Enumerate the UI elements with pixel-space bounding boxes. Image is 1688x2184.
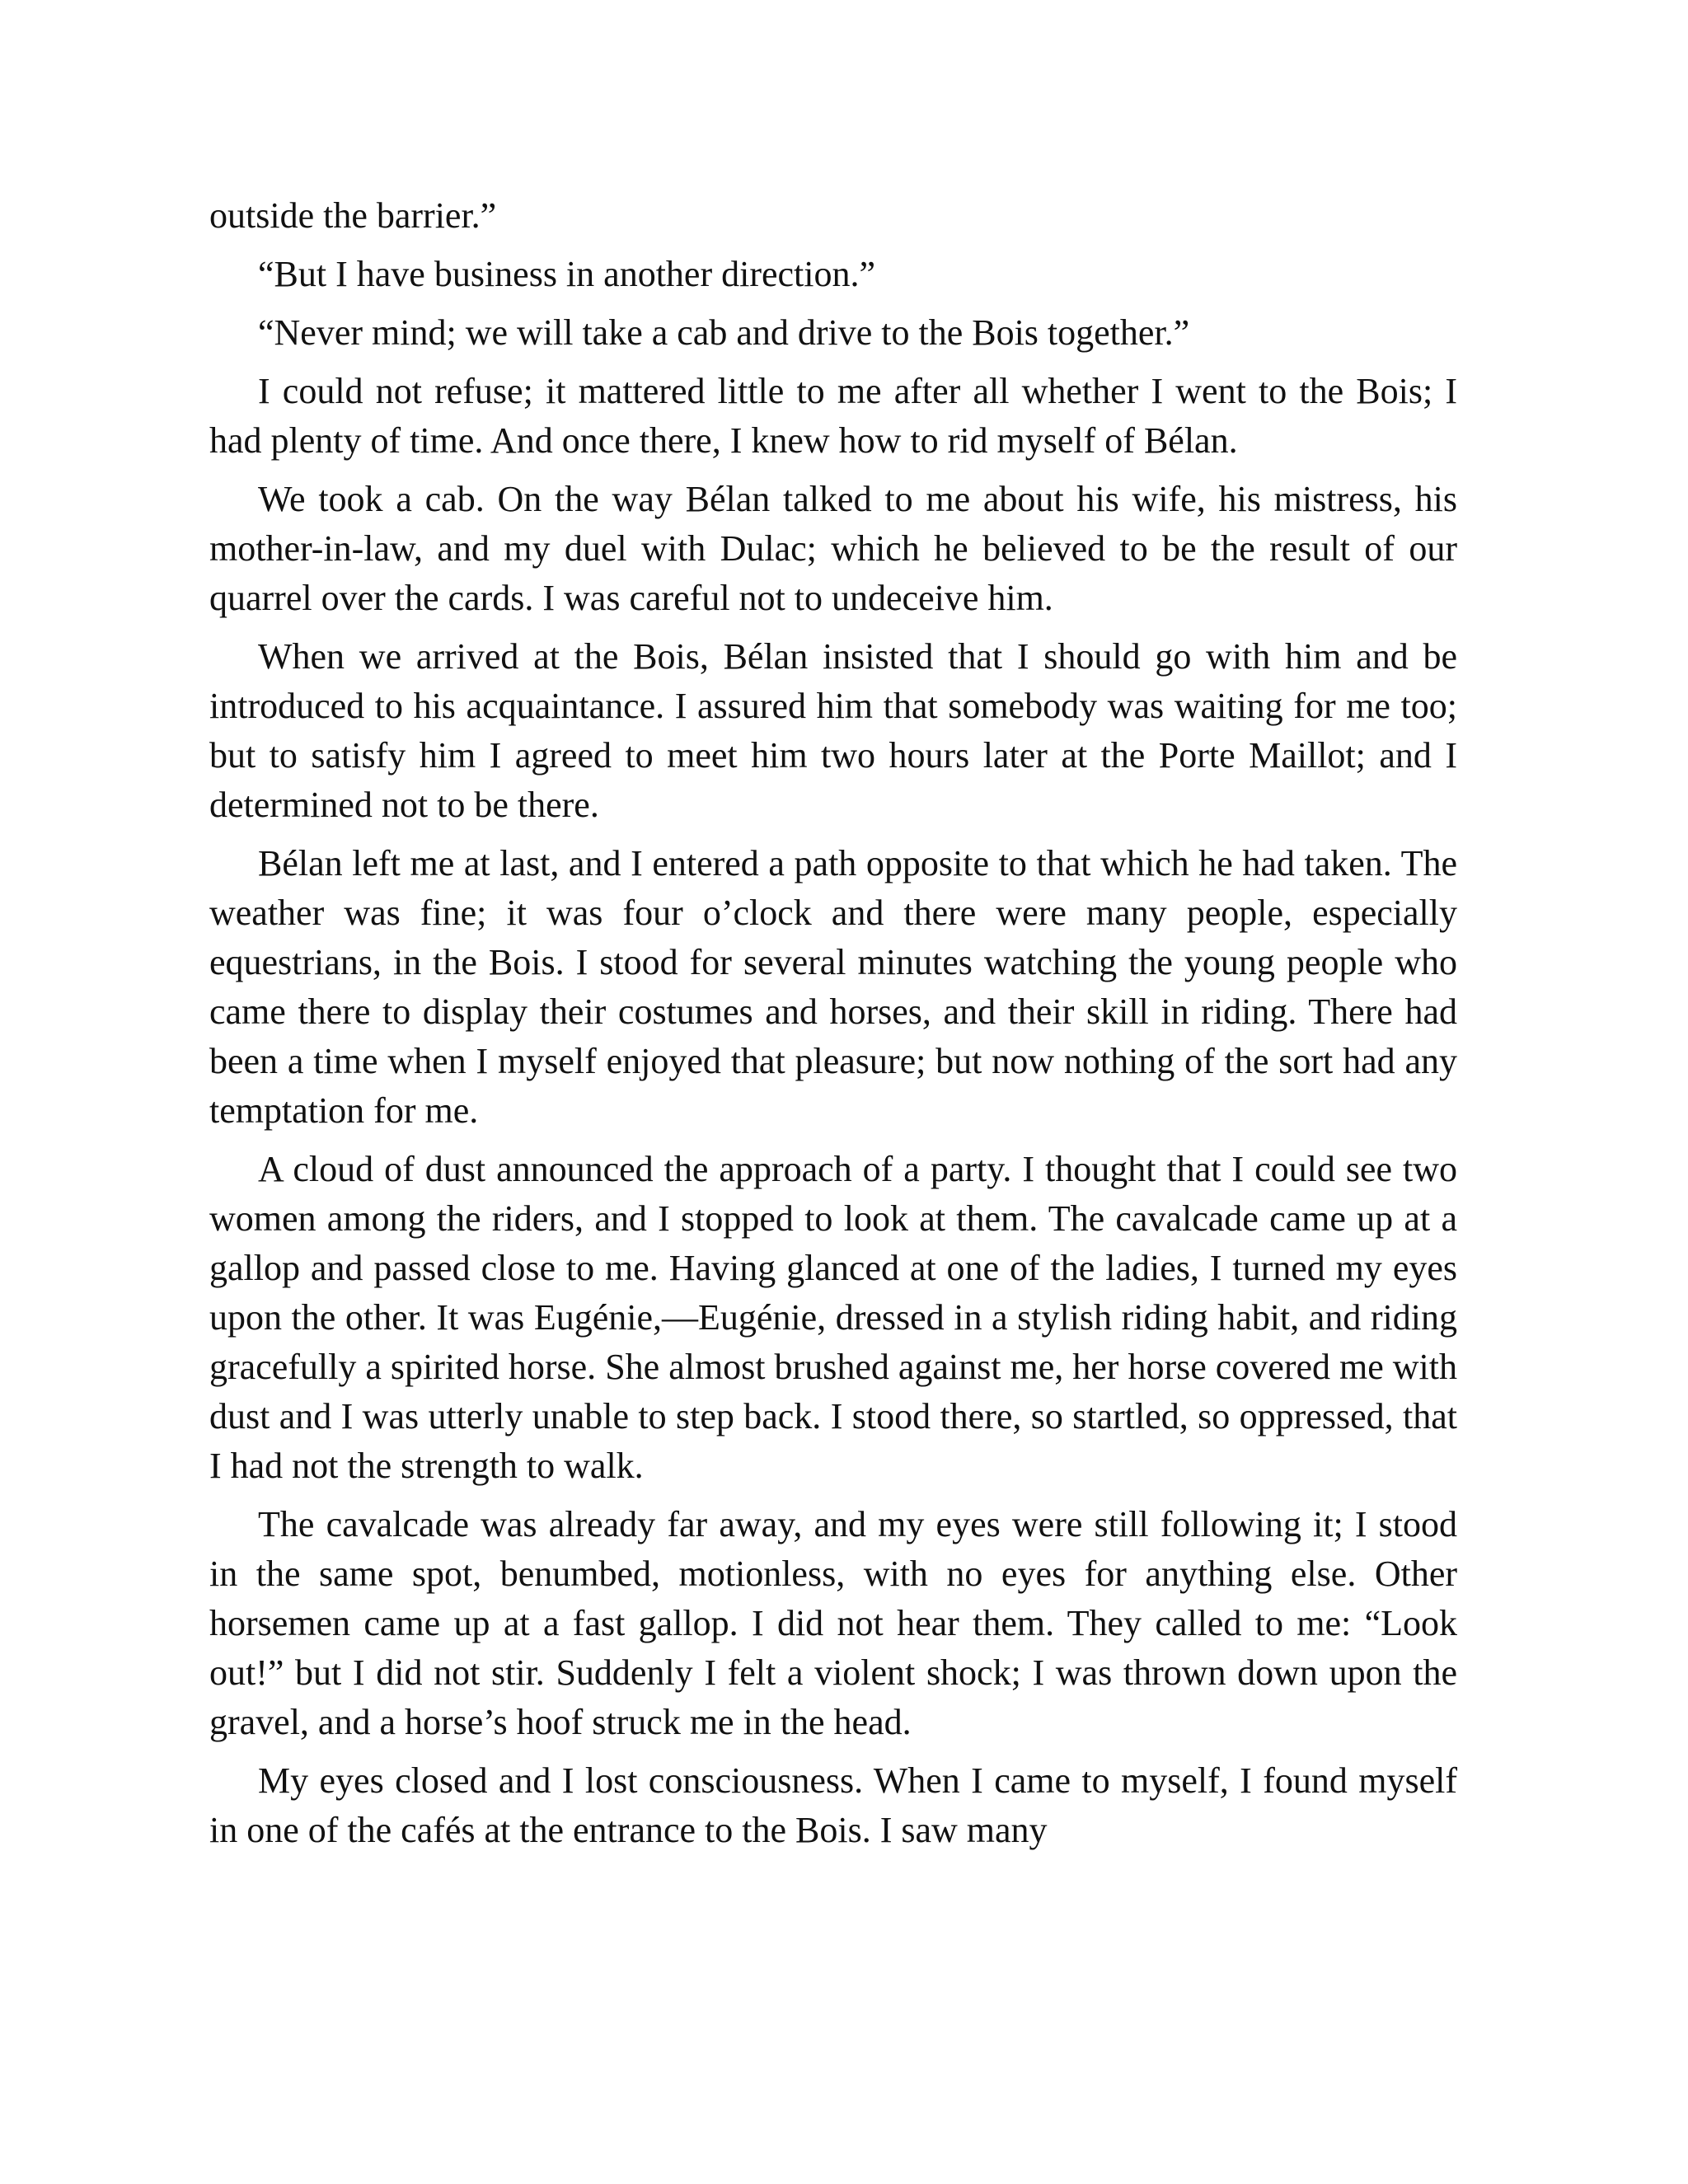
- paragraph: When we arrived at the Bois, Bélan insisted that I should go with him and be introduced to his acquaintance. I assured him that somebody was waiting for me too; but to satisfy him I agreed to meet him two hours later at the Porte Maillot; and I determined not to be there.: [209, 636, 1457, 825]
- paragraph: We took a cab. On the way Bélan talked to me about his wife, his mistress, his mother-in-law, and my duel with Dulac; which he believed to be the result of our quarrel over the cards. I was careful not to undeceive him.: [209, 479, 1457, 618]
- paragraph: My eyes closed and I lost consciousness. When I came to myself, I found myself in one of the cafés at the entrance to the Bois. I saw many: [209, 1760, 1457, 1850]
- paragraph: I could not refuse; it mattered little to me after all whether I went to the Bois; I had plenty of time. And once there, I knew how to rid myself of Bélan.: [209, 371, 1457, 461]
- paragraph: “Never mind; we will take a cab and drive to the Bois together.”: [258, 312, 1190, 353]
- paragraph: The cavalcade was already far away, and my eyes were still following it; I stood in the same spot, benumbed, motionless, with no eyes for anything else. Other horsemen came up at a fast gallop. I did not hear them. They called to me: “Look out!” but I did not stir. Suddenly I felt a violent shock; I was thrown down upon the gravel, and a horse’s hoof struck me in the head.: [209, 1504, 1457, 1742]
- paragraph: A cloud of dust announced the approach of a party. I thought that I could see two women among the riders, and I stopped to look at them. The cavalcade came up at a gallop and passed close to me. Having glanced at one of the ladies, I turned my eyes upon the other. It was Eugénie,—Eugénie, dressed in a stylish riding habit, and riding gracefully a spirited horse. She almost brushed against me, her horse covered me with dust and I was utterly unable to step back. I stood there, so startled, so oppressed, that I had not the strength to walk.: [209, 1149, 1457, 1486]
- paragraph: “But I have business in another direction.”: [258, 254, 876, 294]
- paragraph-continuation: outside the barrier.”: [209, 195, 497, 236]
- book-page: [209, 191, 1457, 1864]
- paragraph: Bélan left me at last, and I entered a path opposite to that which he had taken. The weather was fine; it was four o’clock and there were many people, especially equestrians, in the Bois. I stood for several minutes watching the young people who came there to display their costumes and horses, and their skill in riding. There had been a time when I myself enjoyed that pleasure; but now nothing of the sort had any temptation for me.: [209, 843, 1457, 1131]
